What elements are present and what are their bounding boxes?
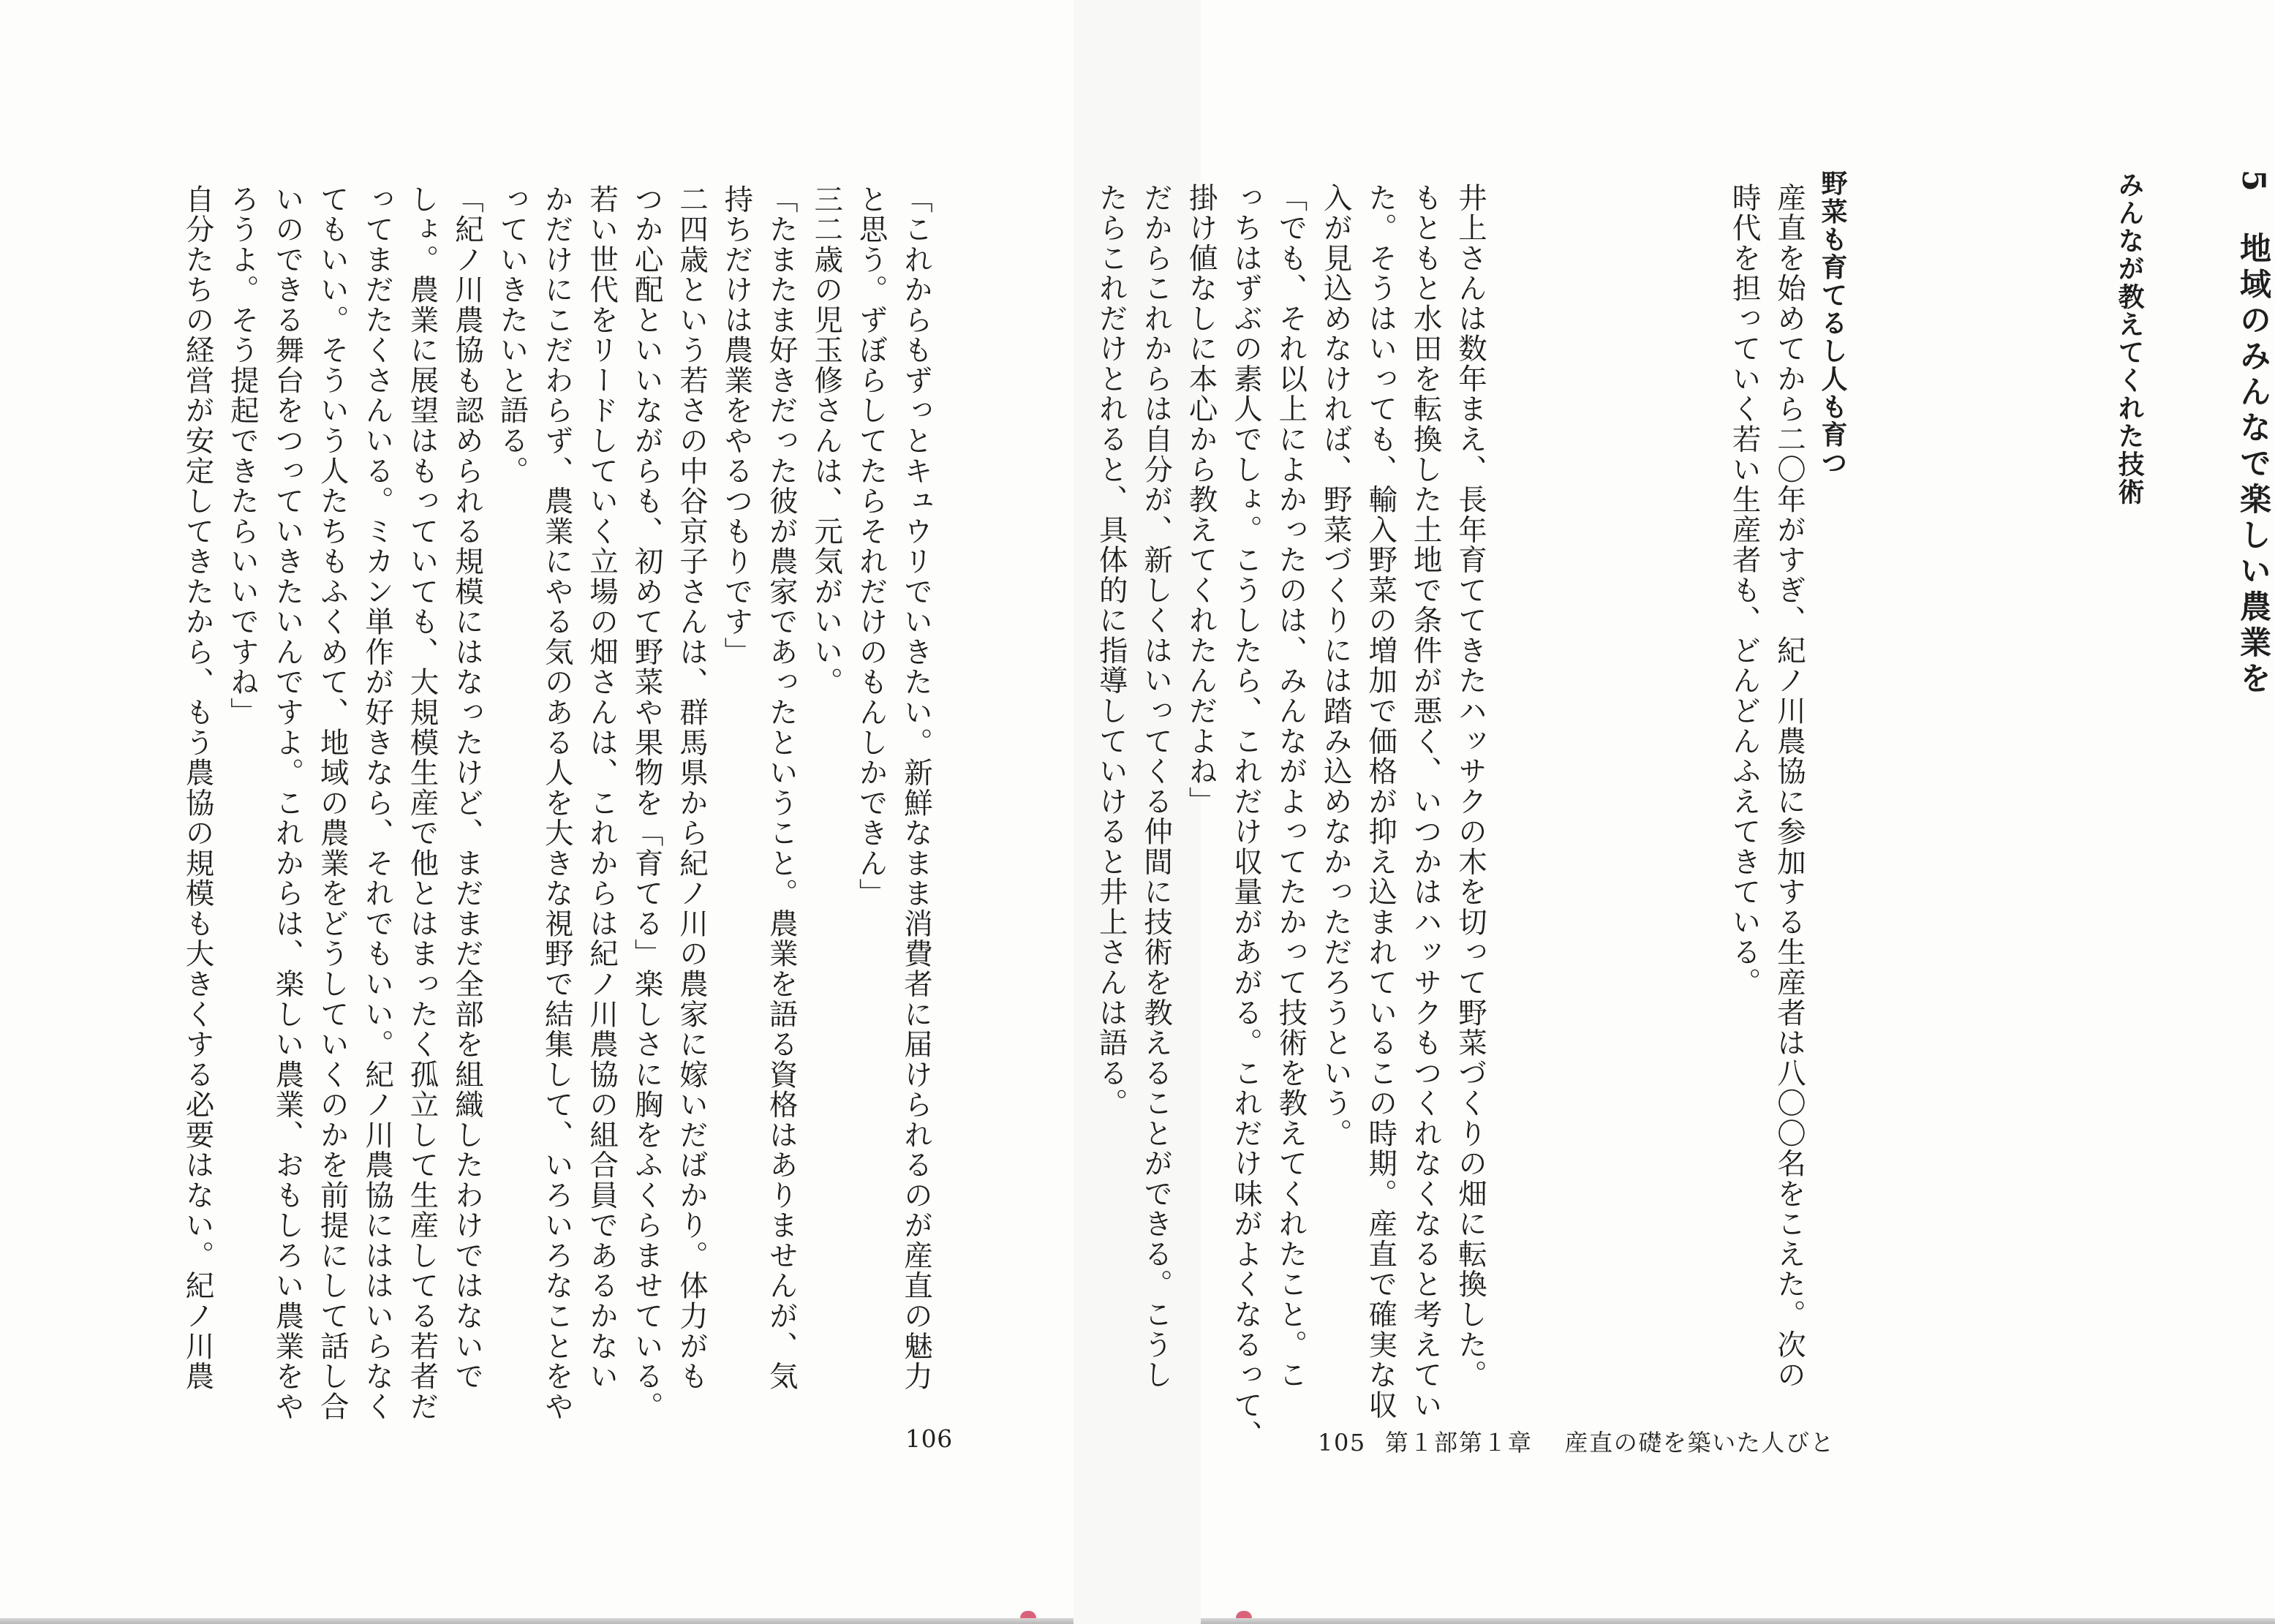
subheading-raising-people: 野菜も育てるし人も育つ (1817, 170, 1847, 477)
right-page (1094, 0, 2275, 1624)
right-page-body-text-2: 産直を始めてから二〇年がすぎ、紀ノ川農協に参加する生産者は八〇〇名をこえた。次の 時代を担っていく若い生産者も、どんどんふえてきている。 (1727, 183, 1806, 1391)
running-footer-title: 産直の礎を築いた人びと (1564, 1429, 1836, 1457)
chapter-title: 地域のみんなで楽しい農業を (2235, 231, 2271, 698)
left-page-edge (0, 1618, 1074, 1624)
left-page (0, 0, 1074, 1624)
left-page-number: 106 (905, 1424, 953, 1453)
right-page-edge (1201, 1618, 2275, 1624)
right-page-number: 105 (1318, 1429, 1366, 1457)
left-page-body-text: 「これからもずっとキュウリでいきたい。新鮮なまま消費者に届けられるのが産直の魅力 と思う。ずぼらしてたらそれだけのもんしかできん」 三二歳の児玉修さんは、元気がいい。 「たまたま好きだった彼が農家であったということ。農業を語る資格はありませんが、気 持ちだけは農業をやるつもりです」 二四歳という若さの中谷京子さんは、群馬県から紀ノ川の農家に嫁いだばかり。体力がも つか心配といいながらも、初めて野菜や果物を「育てる」楽しさに胸をふくらませている。 若い世代をリードしていく立場の畑さんは、これからは紀ノ川農協の組合員であるかない かだけにこだわらず、農業にやる気のある人を大きな視野で結集して、いろいろなことをや っていきたいと語る。 「紀ノ川農協も認められる規模にはなったけど、まだまだ全部を組織したわけではないで しょ。農業に展望はもっていても、大規模生産で他とはまったく孤立して生産してる若者だ ってまだたくさんいる。ミカン単作が好きなら、それでもいい。紀ノ川農協にははいらなく てもいい。そういう人たちもふくめて、地域の農業をどうしていくのかを前提にして話し合 いのできる舞台をつっていきたいんですよ。これからは、楽しい農業、おもしろい農業をや ろうよ。そう提起できたらいいですね」 自分たちの経営が安定してきたから、もう農協の規模も大きくする必要はない。紀ノ川農 (181, 184, 933, 1422)
running-footer (1318, 1424, 1835, 1458)
chapter-heading (2224, 170, 2275, 755)
subheading-techniques: みんなが教えてくれた技術 (2114, 171, 2144, 506)
chapter-number: 5 (2235, 170, 2271, 196)
right-page-body-text-1: 井上さんは数年まえ、長年育ててきたハッサクの木を切って野菜づくりの畑に転換した。 もともと水田を転換した土地で条件が悪く、いつかはハッサクもつくれなくなると考えてい た。そうはいっても、輸入野菜の増加で価格が抑え込まれているこの時期。産直で確実な収 入が見込めなければ、野菜づくりには踏み込めなかっただろうという。 「でも、それ以上によかったのは、みんながよってたかって技術を教えてくれたこと。こ っちはずぶの素人でしょ。こうしたら、これだけ収量があがる。これだけ味がよくなるって、 掛け値なしに本心から教えてくれたんだよね」 だからこれからは自分が、新しくはいってくる仲間に技術を教えることができる。こうし たらこれだけとれると、具体的に指導していけると井上さんは語る。 (1094, 183, 1487, 1451)
running-footer-part: 第１部第１章 (1384, 1429, 1533, 1457)
